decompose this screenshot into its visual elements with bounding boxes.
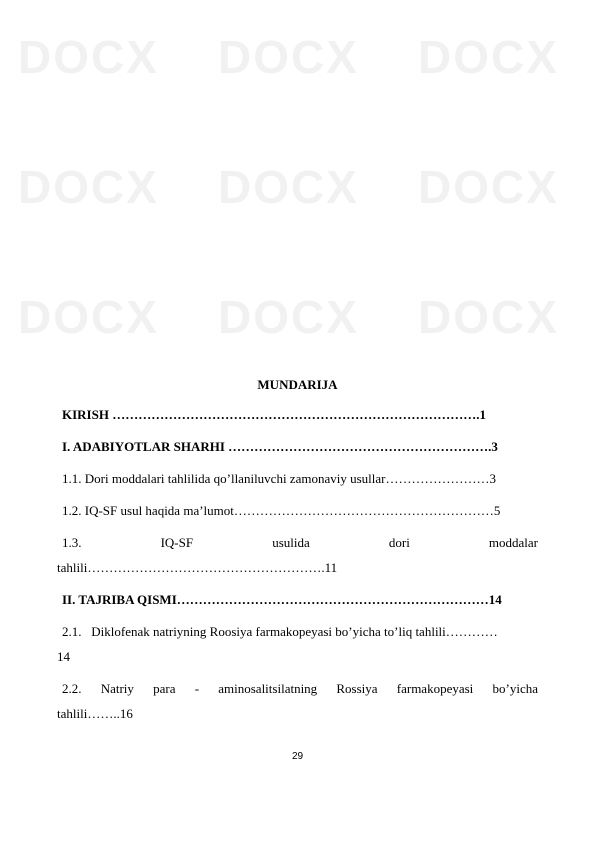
toc-entry-2-1-continuation: 14 [57,649,70,664]
toc-word: usulida [272,535,310,550]
toc-word: 1.3. [62,535,82,550]
page-number: 29 [291,751,304,762]
toc-entry-2-2 [62,681,538,697]
watermark: DOCX [218,161,359,213]
toc-entry-2-1 [62,624,538,640]
toc-number: 2.1. [62,624,82,639]
toc-entry-1-2: 1.2. IQ-SF usul haqida ma’lumot……………………………………………………5 [62,503,501,518]
toc-entry-1-1: 1.1. Dori moddalari tahlilida qo’llaniluvchi zamonaviy usullar……………………3 [62,471,496,486]
toc-word: IQ-SF [160,535,194,550]
watermark: DOCX [18,31,159,83]
watermark: DOCX [18,291,159,343]
toc-entry-1-3 [62,535,538,551]
toc-word: dori [388,535,410,550]
toc-word: - [194,681,200,696]
toc-word: farmakopeyasi [396,681,474,696]
watermark: DOCX [18,161,159,213]
toc-word: 2.2. [62,681,82,696]
toc-entry-1-3-continuation: tahlili……………………………………………….11 [57,560,338,575]
toc-entry-section-2: II. TAJRIBA QISMI………………………………………………………………14 [62,592,502,607]
toc-entry-2-2-continuation: tahlili……..16 [57,706,133,721]
toc-word: moddalar [488,535,538,550]
toc-word: Rossiya [336,681,378,696]
watermark: DOCX [218,31,359,83]
toc-entry-kirish: KIRISH ………………………………………………………………………….1 [62,407,486,422]
toc-text: Diklofenak natriyning Roosiya farmakopeyasi bo’yicha to’liq tahlili………… [91,624,498,639]
toc-entry-section-1: I. ADABIYOTLAR SHARHI …………………………………………………….3 [62,439,498,454]
toc-word: para [153,681,176,696]
watermark: DOCX [418,31,559,83]
watermark: DOCX [218,291,359,343]
toc-word: Natriy [100,681,134,696]
toc-title: MUNDARIJA [257,377,338,392]
watermark: DOCX [418,291,559,343]
toc-word: bo’yicha [492,681,538,696]
toc-word: aminosalitsilatning [218,681,318,696]
watermark: DOCX [418,161,559,213]
